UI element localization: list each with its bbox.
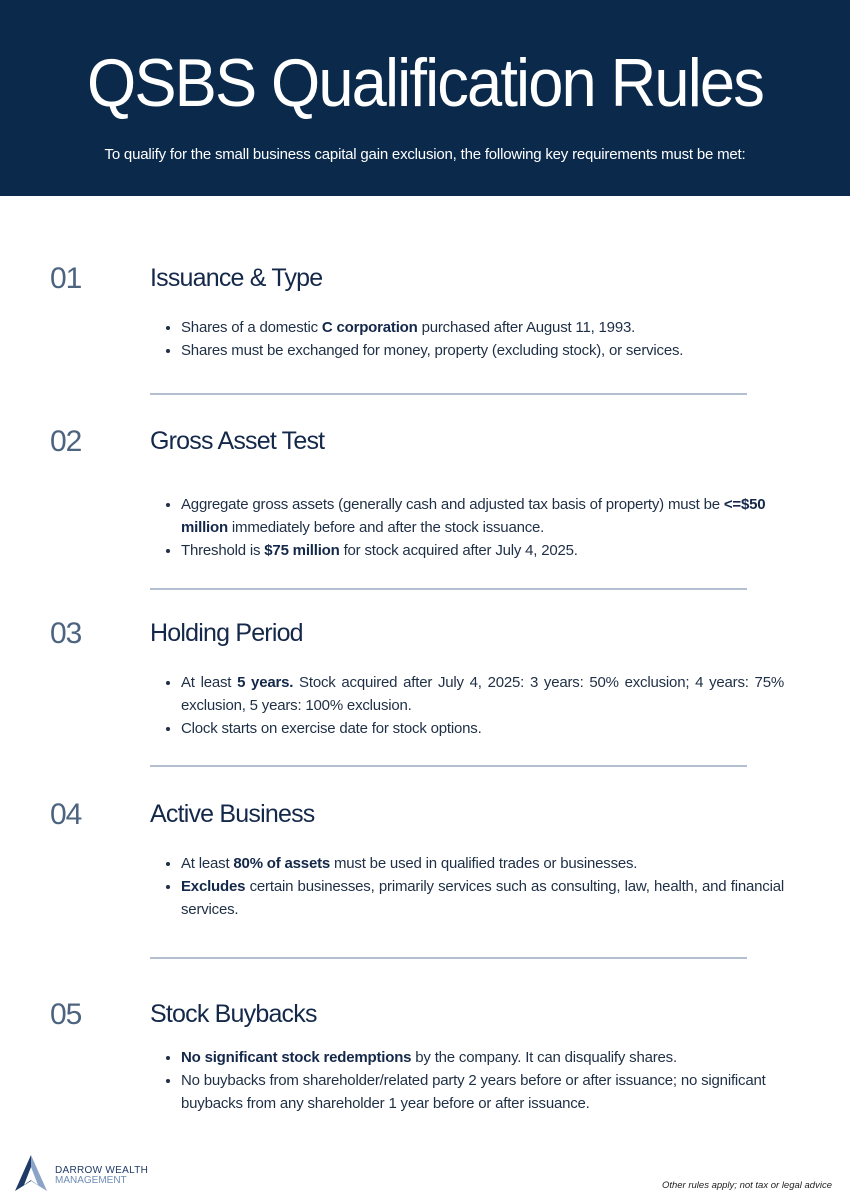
text: Threshold is (181, 542, 265, 559)
text: At least (181, 674, 238, 691)
section-title: Active Business (150, 800, 315, 828)
page-subtitle: To qualify for the small business capital gain exclusion, the following key requirements must be met: (104, 146, 746, 163)
section-title: Holding Period (150, 619, 303, 647)
section-divider (150, 393, 747, 395)
bullet-item (181, 852, 784, 875)
bold-text: 80% of assets (233, 855, 331, 872)
bold-text: C corporation (321, 319, 418, 336)
section-title: Stock Buybacks (150, 1000, 317, 1028)
section-divider (150, 957, 747, 959)
text: No buybacks from shareholder/related party 2 years before or after issuance; no significant buybacks from any shareholder 1 year before or after issuance. (181, 1072, 766, 1112)
text: Aggregate gross assets (generally cash and adjusted tax basis of property) must be (181, 496, 724, 513)
bullet-item (181, 316, 784, 339)
section-number: 04 (50, 798, 82, 831)
bullet-item (181, 671, 784, 717)
text: At least (181, 855, 234, 872)
bullet-item (181, 1069, 784, 1115)
page-title: QSBS Qualification Rules (87, 45, 763, 121)
bullet-item (181, 717, 784, 740)
bullet-item (181, 339, 784, 362)
bullet-list (165, 671, 784, 740)
disclaimer: Other rules apply; not tax or legal advice (661, 1180, 832, 1191)
section-number: 01 (50, 262, 82, 295)
bold-text: $75 million (264, 542, 340, 559)
bullet-item (181, 1046, 784, 1069)
bold-text: Excludes (181, 878, 246, 895)
text: certain businesses, primarily services such as consulting, law, health, and financial services. (181, 878, 784, 918)
bullet-list (165, 852, 784, 921)
bold-text: No significant stock redemptions (181, 1049, 412, 1066)
section-number: 05 (50, 998, 82, 1031)
text: by the company. It can disqualify shares. (411, 1049, 677, 1066)
section-title: Issuance & Type (150, 264, 323, 292)
brand-name-line1: DARROW WEALTH (55, 1165, 149, 1176)
section-divider (150, 588, 747, 590)
bullet-list (165, 493, 784, 562)
bold-text: 5 years. (237, 674, 294, 691)
text: must be used in qualified trades or businesses. (330, 855, 638, 872)
section-number: 02 (50, 425, 82, 458)
bullet-item (181, 539, 784, 562)
text: Clock starts on exercise date for stock options. (181, 720, 482, 737)
bold-text: <=$50 million (181, 496, 766, 536)
header-banner (0, 0, 850, 196)
text: for stock acquired after July 4, 2025. (339, 542, 578, 559)
text: purchased after August 11, 1993. (417, 319, 636, 336)
bullet-list (165, 316, 784, 362)
darrow-logo-icon (15, 1155, 47, 1191)
text: immediately before and after the stock issuance. (227, 519, 545, 536)
bullet-item (181, 493, 784, 539)
bullet-list (165, 1046, 784, 1115)
section-divider (150, 765, 747, 767)
section-title: Gross Asset Test (150, 427, 325, 455)
brand-name-line2: MANAGEMENT (55, 1175, 127, 1186)
text: Shares of a domestic (181, 319, 322, 336)
text: Shares must be exchanged for money, property (excluding stock), or services. (181, 342, 684, 359)
section-number: 03 (50, 617, 82, 650)
text: Stock acquired after July 4, 2025: 3 years: 50% exclusion; 4 years: 75% exclusion, 5 years: 100% exclusion. (181, 674, 784, 714)
bullet-item (181, 875, 784, 921)
